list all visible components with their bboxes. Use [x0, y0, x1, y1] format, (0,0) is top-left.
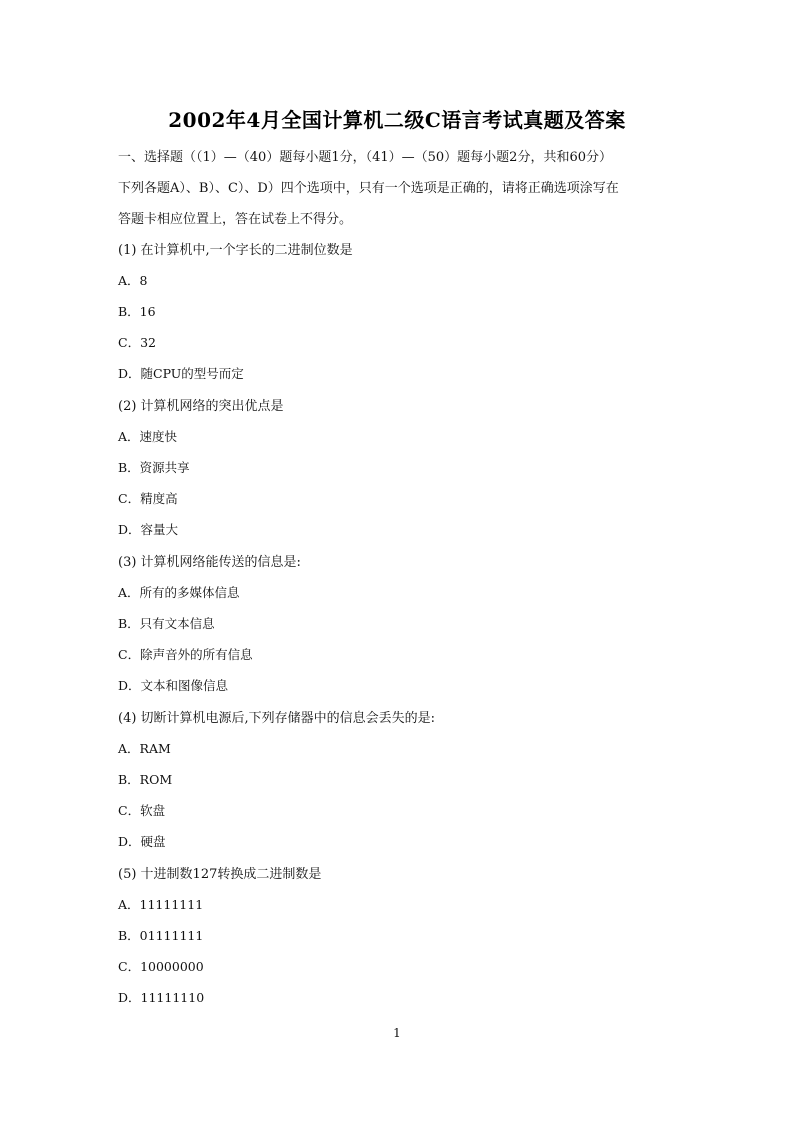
question-option: D．容量大 — [118, 522, 179, 537]
question-option: B．01111111 — [118, 928, 204, 943]
question-option: A．速度快 — [118, 429, 178, 444]
question-option: C．软盘 — [118, 803, 166, 818]
intro-line: 一、选择题（（1）—（40）题每小题1分，（41）—（50）题每小题2分，共和60分） — [118, 150, 612, 165]
question-stem: (3) 计算机网络能传送的信息是: — [118, 555, 301, 570]
question-option: B．资源共享 — [118, 460, 190, 475]
page-number: 1 — [393, 1026, 401, 1040]
question-option: C．精度高 — [118, 491, 178, 506]
question-stem: (1) 在计算机中,一个字长的二进制位数是 — [118, 243, 353, 258]
document-title: 2002年4月全国计算机二级C语言考试真题及答案 — [168, 108, 626, 132]
question-option: B．ROM — [118, 772, 173, 787]
question-option: A．RAM — [118, 741, 171, 756]
question-option: C．10000000 — [118, 959, 204, 974]
question-option: B．16 — [118, 304, 156, 319]
question-option: D．随CPU的型号而定 — [118, 366, 244, 381]
question-option: B．只有文本信息 — [118, 616, 215, 631]
intro-line: 答题卡相应位置上，答在试卷上不得分。 — [118, 212, 353, 227]
question-stem: (5) 十进制数127转换成二进制数是 — [118, 867, 322, 882]
question-option: D．文本和图像信息 — [118, 678, 229, 693]
question-option: C．32 — [118, 335, 156, 350]
question-option: C．除声音外的所有信息 — [118, 647, 253, 662]
question-option: A．8 — [118, 273, 148, 288]
question-option: D．硬盘 — [118, 834, 166, 849]
question-stem: (4) 切断计算机电源后,下列存储器中的信息会丢失的是: — [118, 711, 436, 726]
intro-line: 下列各题A）、B）、C）、D）四个选项中，只有一个选项是正确的，请将正确选项涂写在 — [118, 181, 619, 196]
question-option: A．11111111 — [118, 897, 204, 912]
question-stem: (2) 计算机网络的突出优点是 — [118, 399, 284, 414]
question-option: A．所有的多媒体信息 — [118, 585, 240, 600]
question-option: D．11111110 — [118, 990, 205, 1005]
